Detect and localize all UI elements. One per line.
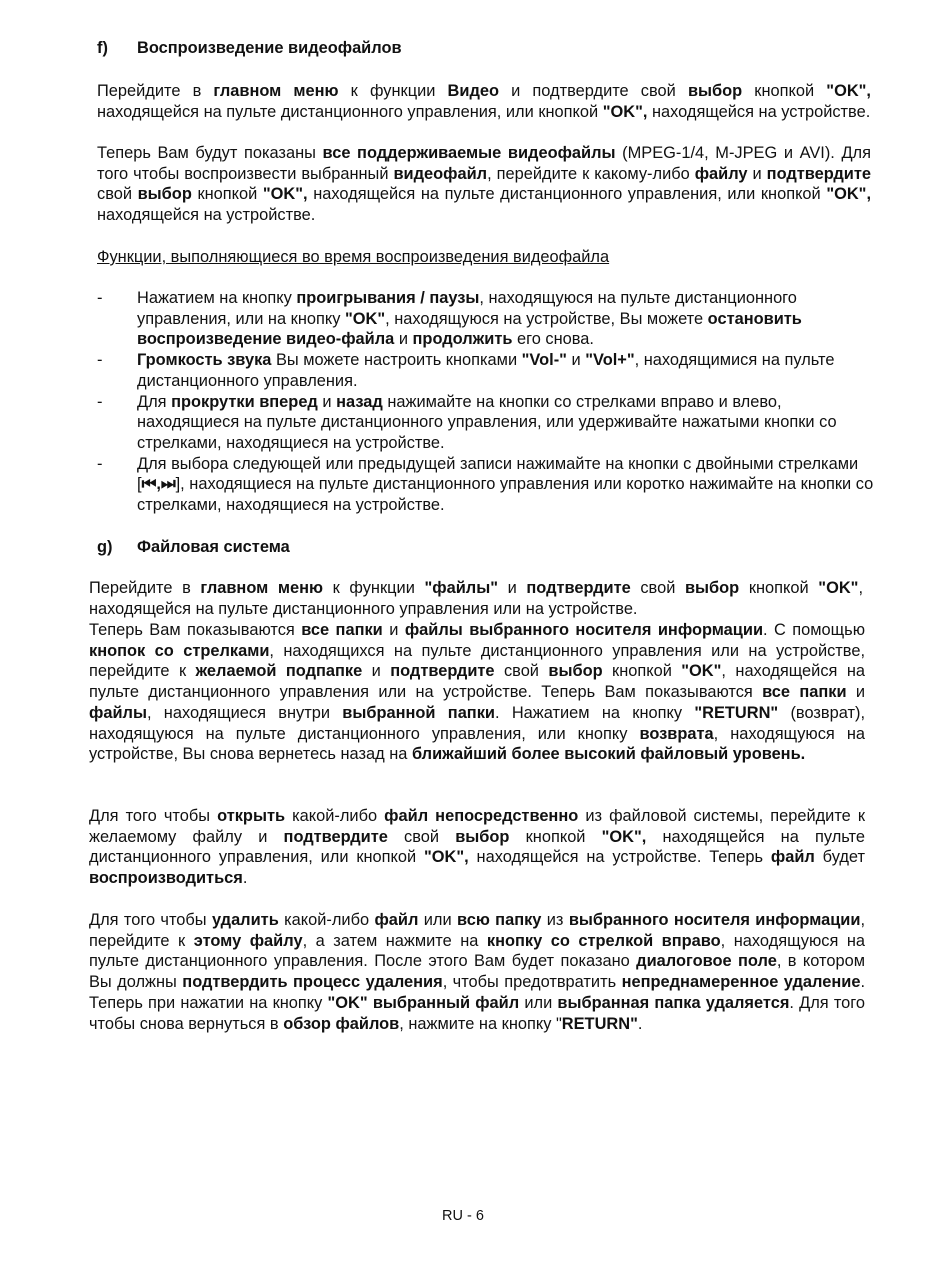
section-f-paragraph-1: Перейдите в главном меню к функции Видео и подтвердите свой выбор кнопкой "OK", находящейся на пульте дистанционного управления, или кнопкой "OK", находящейся на устройстве. — [97, 82, 871, 121]
list-item-text: Нажатием на кнопку проигрывания / паузы, находящуюся на пульте дистанционного управления, или на кнопку "OK", находящуюся на устройстве, Вы можете остановить воспроизведение видео-файла и продолжить его снова. — [137, 289, 802, 349]
section-g-label: g) — [97, 538, 113, 556]
section-f-title: Воспроизведение видеофайлов — [137, 39, 402, 57]
list-item-text: Для прокрутки вперед и назад нажимайте на кнопки со стрелками вправо и влево, находящиеся на пульте дистанционного управления, или удерживайте нажатыми кнопки со стрелками, находящиеся на устройстве. — [137, 392, 837, 452]
dash-bullet: - — [97, 289, 103, 307]
section-f-paragraph-2: Теперь Вам будут показаны все поддерживаемые видеофайлы (MPEG-1/4, M-JPEG и AVI). Для того чтобы воспроизвести выбранный видеофайл, перейдите к какому-либо файлу и подтвердите свой выбор кнопкой "OK", находящейся на пульте дистанционного управления, или кнопкой "OK", находящейся на устройстве. — [97, 144, 872, 225]
playback-functions-list — [97, 288, 877, 516]
list-item — [97, 350, 877, 391]
section-f-heading — [97, 38, 402, 59]
playback-functions-subtitle: Функции, выполняющиеся во время воспроизведения видеофайла — [97, 248, 610, 266]
list-item — [97, 454, 877, 516]
section-g-title: Файловая система — [137, 538, 290, 556]
section-g-paragraph-2: Теперь Вам показываются все папки и файлы выбранного носителя информации. С помощью кнопок со стрелками, находящихся на пульте дистанционного управления или на устройстве, перейдите к желаемой подпапке и подтвердите свой выбор кнопкой "OK", находящейся на пульте дистанционного управления или на устройстве. Теперь Вам показываются все папки и файлы, находящиеся внутри выбранной папки. Нажатием на кнопку "RETURN" (возврат), находящуюся на пульте дистанционного управления, или кнопку возврата, находящуюся на устройстве, Вы снова вернетесь назад на ближайший более высокий файловый уровень. — [89, 621, 866, 764]
dash-bullet: - — [97, 392, 103, 411]
page-number: RU - 6 — [442, 1208, 484, 1224]
section-g-paragraph-1: Перейдите в главном меню к функции "файлы" и подтвердите свой выбор кнопкой "OK", находящейся на пульте дистанционного управления или на устройстве. — [89, 579, 863, 618]
list-item-text: Громкость звука Вы можете настроить кнопками "Vol-" и "Vol+", находящимися на пульте дистанционного управления. — [137, 351, 835, 390]
list-item — [97, 288, 877, 350]
list-item — [97, 392, 877, 454]
list-item-text: Для выбора следующей или предыдущей записи нажимайте на кнопки с двойными стрелками [⏮,⏭], находящиеся на пульте дистанционного управления или коротко нажимайте на кнопки со стрелками, находящиеся на устройстве. — [137, 454, 874, 515]
section-f-label: f) — [97, 39, 108, 57]
section-g-heading — [97, 537, 290, 558]
dash-bullet: - — [97, 351, 103, 370]
section-g-paragraph-3: Для того чтобы открыть какой-либо файл непосредственно из файловой системы, перейдите к желаемому файлу и подтвердите свой выбор кнопкой "OK", находящейся на пульте дистанционного управления, или кнопкой "OK", находящейся на устройстве. Теперь файл будет воспроизводиться. — [89, 807, 866, 888]
section-g-paragraph-4: Для того чтобы удалить какой-либо файл или всю папку из выбранного носителя информации, перейдите к этому файлу, а затем нажмите на кнопку со стрелкой вправо, находящуюся на пульте дистанционного управления. После этого Вам будет показано диалоговое поле, в котором Вы должны подтвердить процесс удаления, чтобы предотвратить непреднамеренное удаление. Теперь при нажатии на кнопку "OK" выбранный файл или выбранная папка удаляется. Для того чтобы снова вернуться в обзор файлов, нажмите на кнопку "RETURN". — [89, 911, 866, 1033]
dash-bullet: - — [97, 454, 103, 473]
